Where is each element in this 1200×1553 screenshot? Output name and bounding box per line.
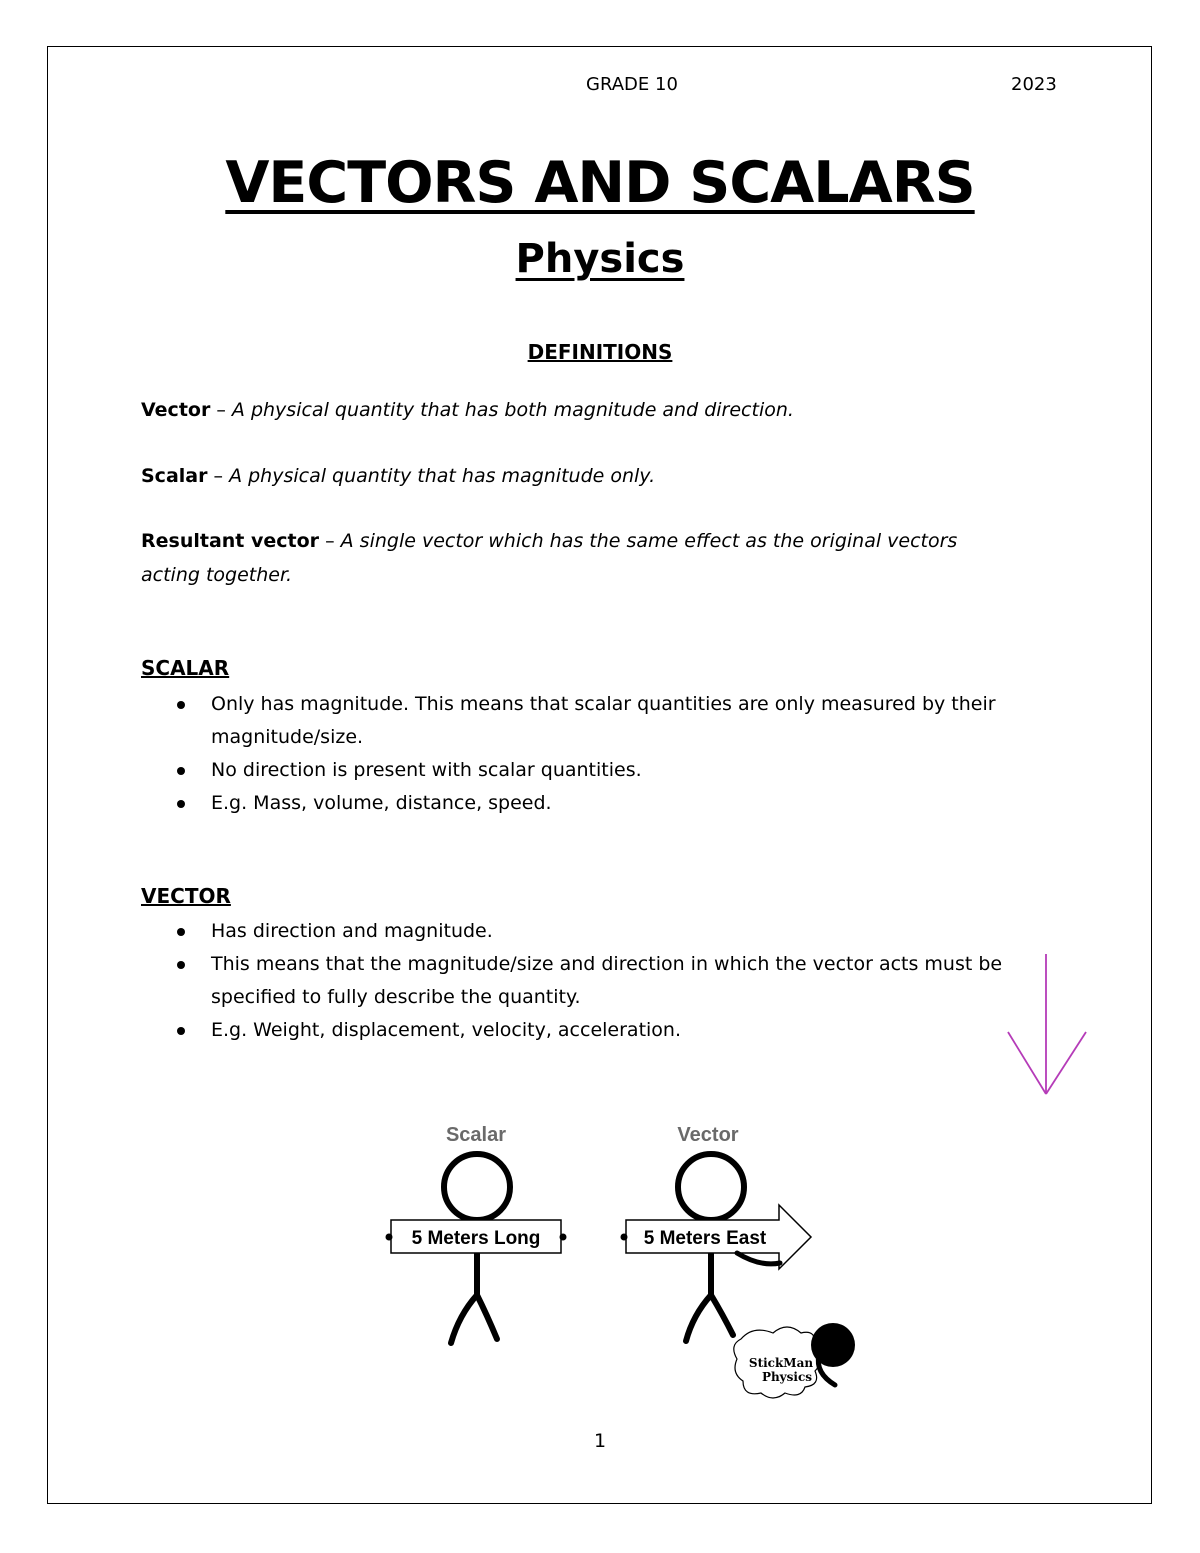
list-item: No direction is present with scalar quantities.: [175, 754, 1015, 787]
definition-text: A single vector which has the same effect as the original vectors acting together.: [141, 530, 958, 586]
logo-text-line2: Physics: [761, 1370, 813, 1384]
vector-sign-text: 5 Meters East: [643, 1228, 767, 1249]
vector-figure-leg-right: [711, 1295, 733, 1335]
vector-heading: VECTOR: [141, 884, 231, 908]
vector-figure-label: Vector: [677, 1124, 739, 1146]
scalar-sign-hand-left: [386, 1234, 393, 1241]
scalar-figure-label: Scalar: [445, 1124, 507, 1146]
definition-dash: –: [210, 399, 232, 421]
definition-resultant: [141, 524, 1021, 592]
vector-figure-arm: [737, 1253, 780, 1264]
definition-scalar: [141, 459, 1021, 493]
vector-bullet-list: [175, 915, 1015, 1047]
scalar-figure-head: [444, 1154, 510, 1220]
definition-term: Vector: [141, 399, 211, 421]
scalar-bullet-list: [175, 688, 1015, 820]
scalar-vector-illustration: [375, 1115, 875, 1410]
definition-text: A physical quantity that has both magnitude and direction.: [231, 399, 794, 421]
scalar-sign-text: 5 Meters Long: [411, 1228, 541, 1249]
definition-vector: [141, 393, 1021, 427]
definition-term: Resultant vector: [141, 530, 320, 552]
definition-dash: –: [207, 465, 230, 487]
scalar-figure-leg-left: [451, 1295, 477, 1343]
scalar-figure-leg-right: [477, 1295, 497, 1339]
vector-sign-hand-left: [621, 1234, 628, 1241]
list-item: E.g. Weight, displacement, velocity, acceleration.: [175, 1014, 1015, 1047]
list-item: E.g. Mass, volume, distance, speed.: [175, 787, 1015, 820]
list-item: Has direction and magnitude.: [175, 915, 1015, 948]
definition-text: A physical quantity that has magnitude only.: [229, 465, 656, 487]
page-title: VECTORS AND SCALARS: [225, 150, 975, 216]
definition-term: Scalar: [141, 465, 208, 487]
page-number: 1: [593, 1430, 607, 1452]
header-year: 2023: [1011, 74, 1057, 95]
scalar-sign-hand-right: [560, 1234, 567, 1241]
page-subtitle: Physics: [515, 236, 685, 282]
down-arrow-icon: [1000, 950, 1100, 1100]
list-item: This means that the magnitude/size and direction in which the vector acts must be specified to fully describe the quantity.: [175, 948, 1015, 1014]
vector-figure-head: [678, 1154, 744, 1220]
vector-figure-leg-left: [686, 1295, 711, 1341]
logo-text-line1: StickMan: [748, 1356, 814, 1370]
definition-dash: –: [319, 530, 341, 552]
scalar-heading: SCALAR: [141, 656, 230, 680]
header-grade: GRADE 10: [586, 74, 678, 95]
list-item: Only has magnitude. This means that scalar quantities are only measured by their magnitude/size.: [175, 688, 1015, 754]
definitions-heading: DEFINITIONS: [527, 340, 673, 364]
